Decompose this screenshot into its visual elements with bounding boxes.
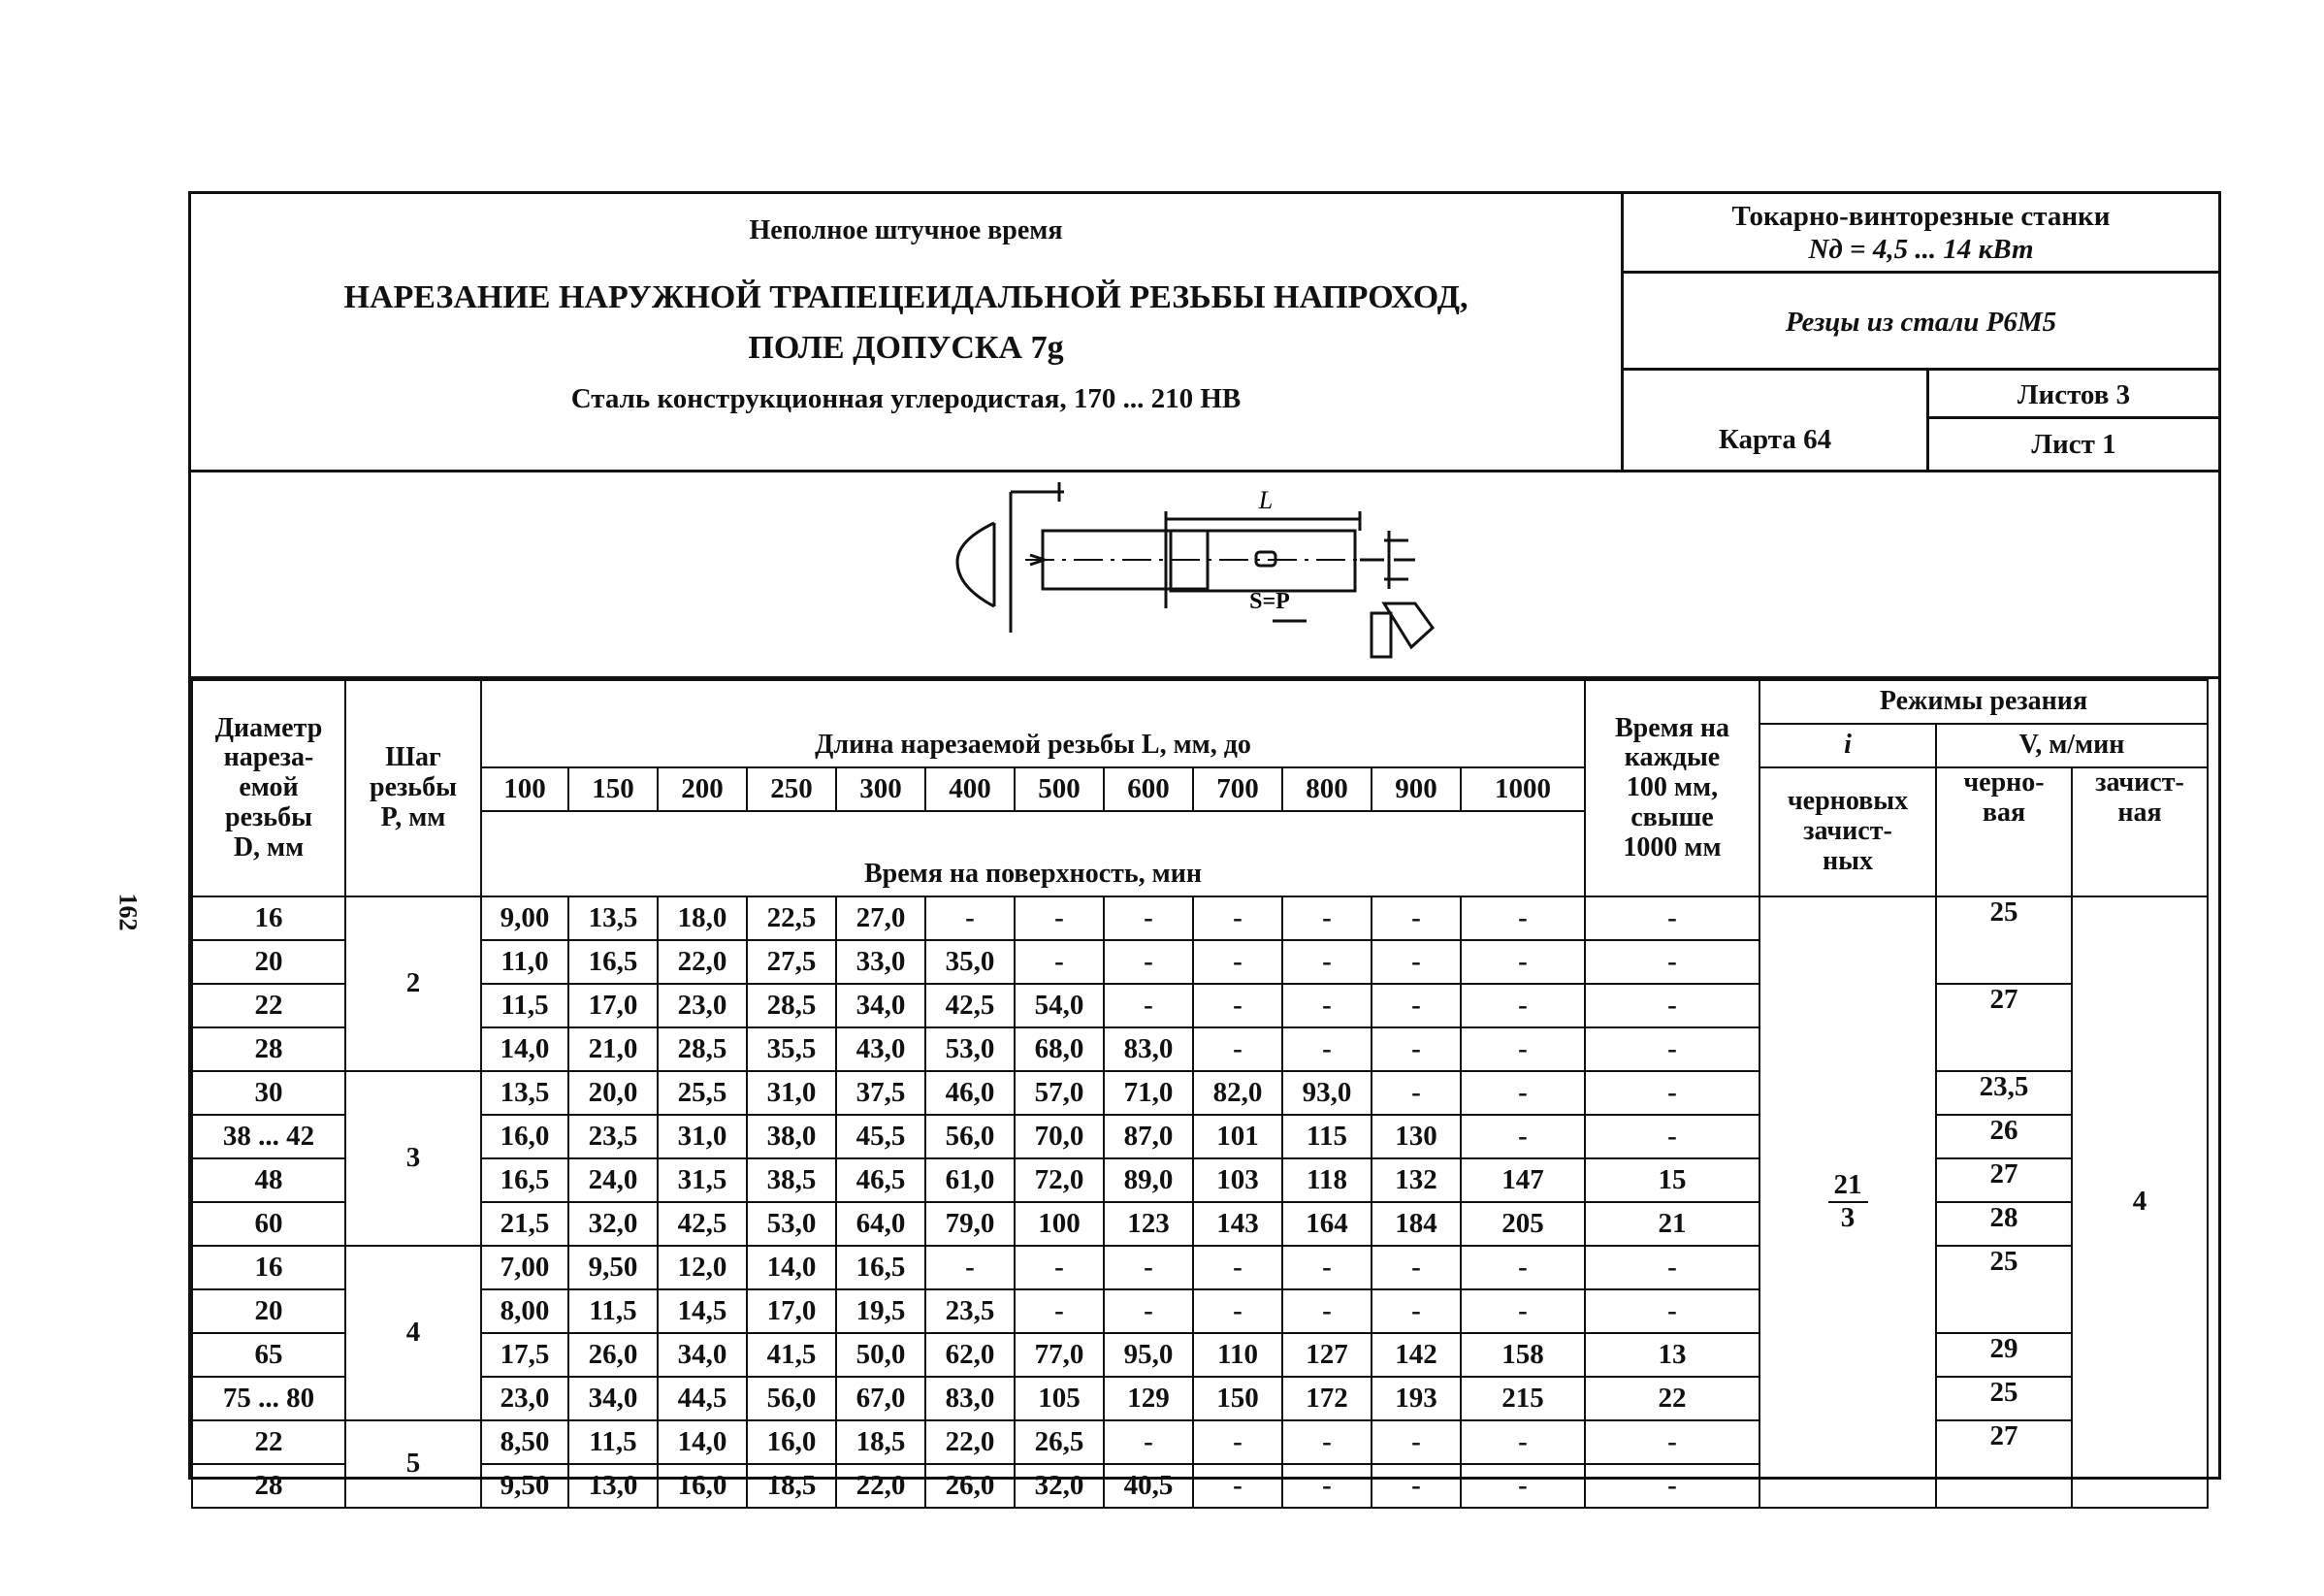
time-cell: 11,5: [568, 1289, 658, 1333]
time-cell: 38,5: [747, 1158, 836, 1202]
time-cell: 18,5: [836, 1420, 925, 1464]
time-cell: 42,5: [925, 984, 1015, 1027]
length-header: Длина нарезаемой резьбы L, мм, до: [481, 724, 1585, 767]
speed-rough-cell: 29: [1936, 1333, 2072, 1377]
time-cell: 32,0: [1015, 1464, 1104, 1508]
length-value: 400: [925, 767, 1015, 811]
time-cell: 50,0: [836, 1333, 925, 1377]
extra-time-cell: -: [1585, 896, 1759, 940]
passes-sub-header-line: ных: [1823, 845, 1873, 876]
time-cell: -: [925, 896, 1015, 940]
normative-card: [188, 191, 2221, 1501]
pitch-header-line: Шаг: [385, 742, 441, 773]
passes-cell: [1759, 896, 1936, 1508]
time-cell: 53,0: [747, 1202, 836, 1246]
time-cell: 46,5: [836, 1158, 925, 1202]
time-cell: -: [1193, 1420, 1282, 1464]
time-cell: 14,5: [658, 1289, 747, 1333]
time-cell: 16,0: [481, 1115, 568, 1158]
extra-time-cell: 15: [1585, 1158, 1759, 1202]
time-cell: 26,0: [925, 1464, 1015, 1508]
time-cell: 56,0: [747, 1377, 836, 1420]
time-cell: 8,00: [481, 1289, 568, 1333]
time-cell: -: [1193, 984, 1282, 1027]
time-cell: 56,0: [925, 1115, 1015, 1158]
passes-rough-value: 21: [1828, 1170, 1868, 1203]
time-cell: 143: [1193, 1202, 1282, 1246]
card-number: Карта 64: [1624, 371, 1929, 470]
speed-rough-cell: 28: [1936, 1202, 2072, 1246]
pitch-cell: 4: [345, 1246, 481, 1420]
time-cell: 70,0: [1015, 1115, 1104, 1158]
time-cell: 132: [1372, 1158, 1461, 1202]
length-value: 300: [836, 767, 925, 811]
time-cell: -: [1461, 984, 1585, 1027]
time-cell: -: [1461, 1246, 1585, 1289]
time-cell: 95,0: [1104, 1333, 1193, 1377]
extra-time-cell: -: [1585, 1071, 1759, 1115]
diameter-header-line: резьбы: [225, 801, 312, 832]
time-cell: 110: [1193, 1333, 1282, 1377]
time-cell: 130: [1372, 1115, 1461, 1158]
extra-time-cell: -: [1585, 1115, 1759, 1158]
length-value: 500: [1015, 767, 1104, 811]
time-cell: -: [1104, 896, 1193, 940]
time-cell: 22,0: [925, 1420, 1015, 1464]
time-cell: -: [1282, 940, 1372, 984]
length-value: 900: [1372, 767, 1461, 811]
diameter-cell: 38 ... 42: [192, 1115, 345, 1158]
time-cell: -: [1372, 1464, 1461, 1508]
time-cell: -: [1193, 1289, 1282, 1333]
time-cell: 68,0: [1015, 1027, 1104, 1071]
time-cell: 9,00: [481, 896, 568, 940]
tool-material: Резцы из стали Р6М5: [1624, 274, 2218, 371]
time-cell: 105: [1015, 1377, 1104, 1420]
time-cell: 14,0: [747, 1246, 836, 1289]
time-cell: -: [1193, 1246, 1282, 1289]
diameter-cell: 60: [192, 1202, 345, 1246]
time-cell: 34,0: [568, 1377, 658, 1420]
time-cell: 19,5: [836, 1289, 925, 1333]
time-cell: -: [1104, 1289, 1193, 1333]
extra-time-cell: 21: [1585, 1202, 1759, 1246]
time-cell: 142: [1372, 1333, 1461, 1377]
time-cell: 16,5: [568, 940, 658, 984]
time-cell: 127: [1282, 1333, 1372, 1377]
extra-time-header-line: Время на: [1614, 712, 1730, 743]
time-cell: 26,5: [1015, 1420, 1104, 1464]
pitch-header: [345, 680, 481, 896]
time-cell: 9,50: [481, 1464, 568, 1508]
time-cell: 101: [1193, 1115, 1282, 1158]
speed-finish-header-line: ная: [2117, 797, 2162, 828]
time-cell: 31,0: [747, 1071, 836, 1115]
diameter-cell: 22: [192, 984, 345, 1027]
time-cell: -: [1104, 1246, 1193, 1289]
machine-title: Токарно-винторезные станки: [1731, 201, 2111, 232]
time-cell: 20,0: [568, 1071, 658, 1115]
time-cell: 38,0: [747, 1115, 836, 1158]
speed-header: V, м/мин: [1936, 724, 2208, 767]
time-cell: -: [1461, 1464, 1585, 1508]
time-cell: 18,0: [658, 896, 747, 940]
time-cell: -: [1372, 940, 1461, 984]
pitch-header-line: резьбы: [370, 772, 457, 803]
page-number: 162: [113, 893, 143, 931]
speed-rough-header-line: черно-: [1963, 767, 2045, 798]
speed-rough-cell: 23,5: [1936, 1071, 2072, 1115]
diameter-cell: 20: [192, 940, 345, 984]
time-cell: 83,0: [1104, 1027, 1193, 1071]
extra-time-header-line: 100 мм,: [1626, 772, 1719, 803]
time-cell: 22,5: [747, 896, 836, 940]
time-cell: 16,5: [836, 1246, 925, 1289]
passes-header: i: [1759, 724, 1936, 767]
time-cell: 8,50: [481, 1420, 568, 1464]
time-cell: 28,5: [747, 984, 836, 1027]
extra-time-header-line: 1000 мм: [1623, 831, 1722, 863]
time-cell: -: [1015, 896, 1104, 940]
extra-time-header-line: свыше: [1630, 801, 1714, 832]
time-cell: 71,0: [1104, 1071, 1193, 1115]
time-cell: 44,5: [658, 1377, 747, 1420]
diameter-header-line: нареза-: [223, 742, 314, 773]
extra-time-header: [1585, 680, 1759, 896]
time-cell: 11,5: [568, 1420, 658, 1464]
speed-rough-cell: 25: [1936, 1246, 2072, 1333]
time-cell: 34,0: [658, 1333, 747, 1377]
diameter-cell: 28: [192, 1027, 345, 1071]
speed-rough-header-line: вая: [1982, 797, 2026, 828]
time-cell: -: [1282, 984, 1372, 1027]
diameter-cell: 16: [192, 896, 345, 940]
time-cell: 17,0: [747, 1289, 836, 1333]
time-cell: -: [1104, 984, 1193, 1027]
time-cell: 33,0: [836, 940, 925, 984]
time-cell: 193: [1372, 1377, 1461, 1420]
time-cell: 23,0: [481, 1377, 568, 1420]
card-info-block: [1624, 194, 2218, 470]
time-cell: 184: [1372, 1202, 1461, 1246]
time-cell: -: [1015, 1289, 1104, 1333]
table-row: [192, 896, 2208, 940]
speed-finish-header: [2072, 767, 2208, 896]
time-cell: 17,5: [481, 1333, 568, 1377]
time-cell: -: [1015, 1246, 1104, 1289]
time-cell: 23,0: [658, 984, 747, 1027]
time-cell: 37,5: [836, 1071, 925, 1115]
sheets-total: Листов 3: [1929, 371, 2218, 419]
time-cell: 79,0: [925, 1202, 1015, 1246]
diameter-cell: 16: [192, 1246, 345, 1289]
time-cell: 205: [1461, 1202, 1585, 1246]
time-cell: 89,0: [1104, 1158, 1193, 1202]
time-cell: 11,5: [481, 984, 568, 1027]
time-cell: 28,5: [658, 1027, 747, 1071]
time-cell: -: [1193, 940, 1282, 984]
extra-time-cell: -: [1585, 1246, 1759, 1289]
time-cell: 23,5: [568, 1115, 658, 1158]
time-cell: 27,0: [836, 896, 925, 940]
title-line-1: Неполное штучное время: [749, 215, 1063, 245]
speed-rough-cell: 25: [1936, 1377, 2072, 1420]
extra-time-cell: -: [1585, 1464, 1759, 1508]
time-cell: 12,0: [658, 1246, 747, 1289]
time-norms-table: [191, 679, 2209, 1509]
title-line-3: ПОЛЕ ДОПУСКА 7g: [748, 330, 1064, 366]
time-cell: -: [1372, 896, 1461, 940]
time-cell: -: [1461, 1071, 1585, 1115]
time-cell: 41,5: [747, 1333, 836, 1377]
time-cell: 123: [1104, 1202, 1193, 1246]
length-value: 600: [1104, 767, 1193, 811]
time-cell: 16,0: [747, 1420, 836, 1464]
speed-rough-cell: 26: [1936, 1115, 2072, 1158]
diameter-cell: 20: [192, 1289, 345, 1333]
pitch-header-line: P, мм: [380, 801, 446, 832]
passes-sub-header-line: зачист-: [1803, 816, 1892, 847]
time-cell: 7,00: [481, 1246, 568, 1289]
time-cell: 14,0: [481, 1027, 568, 1071]
pitch-cell: 2: [345, 896, 481, 1071]
time-cell: 16,0: [658, 1464, 747, 1508]
time-cell: -: [1372, 1289, 1461, 1333]
time-cell: 34,0: [836, 984, 925, 1027]
time-cell: 147: [1461, 1158, 1585, 1202]
time-header-top: [481, 811, 1585, 854]
time-cell: -: [1372, 1027, 1461, 1071]
time-cell: -: [925, 1246, 1015, 1289]
passes-finish-value: 3: [1840, 1202, 1856, 1233]
time-cell: -: [1461, 940, 1585, 984]
time-cell: -: [1104, 1420, 1193, 1464]
extra-time-cell: -: [1585, 940, 1759, 984]
time-cell: -: [1104, 940, 1193, 984]
extra-time-cell: -: [1585, 984, 1759, 1027]
speed-rough-cell: 27: [1936, 984, 2072, 1071]
time-cell: 62,0: [925, 1333, 1015, 1377]
time-cell: 61,0: [925, 1158, 1015, 1202]
time-cell: 87,0: [1104, 1115, 1193, 1158]
time-cell: -: [1461, 1115, 1585, 1158]
time-cell: 31,0: [658, 1115, 747, 1158]
time-cell: 67,0: [836, 1377, 925, 1420]
time-cell: 35,0: [925, 940, 1015, 984]
title-line-4: Сталь конструкционная углеродистая, 170 ... 210 НВ: [570, 383, 1242, 414]
card-header: [191, 194, 2218, 472]
time-cell: 72,0: [1015, 1158, 1104, 1202]
time-cell: 83,0: [925, 1377, 1015, 1420]
length-value: 250: [747, 767, 836, 811]
passes-sub-header-line: черновых: [1787, 786, 1909, 817]
cutting-modes-header: Режимы резания: [1759, 680, 2208, 724]
time-cell: -: [1372, 1246, 1461, 1289]
extra-time-cell: -: [1585, 1289, 1759, 1333]
time-cell: 32,0: [568, 1202, 658, 1246]
time-cell: 77,0: [1015, 1333, 1104, 1377]
header-row: [192, 680, 2208, 724]
extra-time-cell: 13: [1585, 1333, 1759, 1377]
time-cell: 13,5: [481, 1071, 568, 1115]
time-cell: -: [1461, 896, 1585, 940]
time-cell: 54,0: [1015, 984, 1104, 1027]
time-cell: 13,0: [568, 1464, 658, 1508]
time-cell: 35,5: [747, 1027, 836, 1071]
feed-label: S=P: [1249, 589, 1290, 614]
time-cell: 45,5: [836, 1115, 925, 1158]
time-cell: 9,50: [568, 1246, 658, 1289]
thread-cutting-sketch: [191, 472, 2218, 679]
time-cell: -: [1282, 1464, 1372, 1508]
header-row: [192, 724, 2208, 767]
pitch-cell: 5: [345, 1420, 481, 1508]
extra-time-header-line: каждые: [1624, 742, 1721, 773]
time-cell: 31,5: [658, 1158, 747, 1202]
diameter-header: [192, 680, 345, 896]
time-cell: 172: [1282, 1377, 1372, 1420]
length-value: 1000: [1461, 767, 1585, 811]
time-cell: 22,0: [836, 1464, 925, 1508]
diameter-cell: 28: [192, 1464, 345, 1508]
sheet-number: Лист 1: [2031, 429, 2116, 460]
time-cell: 17,0: [568, 984, 658, 1027]
passes-sub-header: [1759, 767, 1936, 896]
speed-rough-cell: 27: [1936, 1420, 2072, 1508]
title-line-2: НАРЕЗАНИЕ НАРУЖНОЙ ТРАПЕЦЕИДАЛЬНОЙ РЕЗЬБЫ НАПРОХОД,: [343, 279, 1469, 315]
time-cell: -: [1282, 1027, 1372, 1071]
time-cell: -: [1372, 1071, 1461, 1115]
time-cell: -: [1461, 1289, 1585, 1333]
time-cell: 16,5: [481, 1158, 568, 1202]
time-cell: -: [1282, 1420, 1372, 1464]
time-cell: 46,0: [925, 1071, 1015, 1115]
time-cell: 13,5: [568, 896, 658, 940]
length-value: 150: [568, 767, 658, 811]
diameter-header-line: Диаметр: [214, 712, 323, 743]
time-cell: 22,0: [658, 940, 747, 984]
length-value: 800: [1282, 767, 1372, 811]
time-cell: 21,0: [568, 1027, 658, 1071]
card-title-block: [191, 194, 1624, 470]
diameter-header-line: емой: [239, 772, 299, 803]
time-cell: 42,5: [658, 1202, 747, 1246]
time-cell: 26,0: [568, 1333, 658, 1377]
length-value: 200: [658, 767, 747, 811]
time-cell: 150: [1193, 1377, 1282, 1420]
time-cell: -: [1193, 1027, 1282, 1071]
time-cell: 118: [1282, 1158, 1372, 1202]
speed-finish-cell: 4: [2072, 896, 2208, 1508]
speed-rough-cell: 27: [1936, 1158, 2072, 1202]
time-cell: -: [1282, 1246, 1372, 1289]
extra-time-cell: 22: [1585, 1377, 1759, 1420]
time-cell: 40,5: [1104, 1464, 1193, 1508]
diameter-cell: 22: [192, 1420, 345, 1464]
workpiece-diagram: [191, 472, 2218, 676]
length-value: 100: [481, 767, 568, 811]
time-cell: 11,0: [481, 940, 568, 984]
machine-power: Nд = 4,5 ... 14 кВт: [1808, 234, 2034, 265]
time-cell: 24,0: [568, 1158, 658, 1202]
time-cell: 27,5: [747, 940, 836, 984]
time-cell: 103: [1193, 1158, 1282, 1202]
header-row: [192, 767, 2208, 811]
time-cell: -: [1282, 1289, 1372, 1333]
time-cell: 100: [1015, 1202, 1104, 1246]
speed-finish-header-line: зачист-: [2095, 767, 2184, 798]
length-header-top: [481, 680, 1585, 724]
time-cell: -: [1461, 1420, 1585, 1464]
time-cell: 82,0: [1193, 1071, 1282, 1115]
time-cell: 25,5: [658, 1071, 747, 1115]
time-cell: 93,0: [1282, 1071, 1372, 1115]
diameter-cell: 65: [192, 1333, 345, 1377]
time-cell: -: [1015, 940, 1104, 984]
diameter-header-line: D, мм: [233, 831, 305, 863]
time-cell: -: [1282, 896, 1372, 940]
time-cell: -: [1193, 896, 1282, 940]
time-cell: 64,0: [836, 1202, 925, 1246]
speed-rough-cell: 25: [1936, 896, 2072, 984]
time-cell: 21,5: [481, 1202, 568, 1246]
pitch-cell: 3: [345, 1071, 481, 1246]
extra-time-cell: -: [1585, 1420, 1759, 1464]
time-cell: 215: [1461, 1377, 1585, 1420]
speed-rough-header: [1936, 767, 2072, 896]
extra-time-cell: -: [1585, 1027, 1759, 1071]
time-cell: -: [1193, 1464, 1282, 1508]
time-cell: 43,0: [836, 1027, 925, 1071]
length-value: 700: [1193, 767, 1282, 811]
diameter-cell: 30: [192, 1071, 345, 1115]
time-cell: 158: [1461, 1333, 1585, 1377]
diameter-cell: 75 ... 80: [192, 1377, 345, 1420]
diameter-cell: 48: [192, 1158, 345, 1202]
time-cell: 18,5: [747, 1464, 836, 1508]
time-cell: -: [1461, 1027, 1585, 1071]
time-header: Время на поверхность, мин: [481, 854, 1585, 896]
time-cell: 129: [1104, 1377, 1193, 1420]
time-cell: 14,0: [658, 1420, 747, 1464]
time-cell: 57,0: [1015, 1071, 1104, 1115]
time-cell: 164: [1282, 1202, 1372, 1246]
time-cell: -: [1372, 984, 1461, 1027]
time-cell: -: [1372, 1420, 1461, 1464]
length-label: L: [1258, 486, 1274, 514]
time-cell: 23,5: [925, 1289, 1015, 1333]
time-cell: 53,0: [925, 1027, 1015, 1071]
time-cell: 115: [1282, 1115, 1372, 1158]
